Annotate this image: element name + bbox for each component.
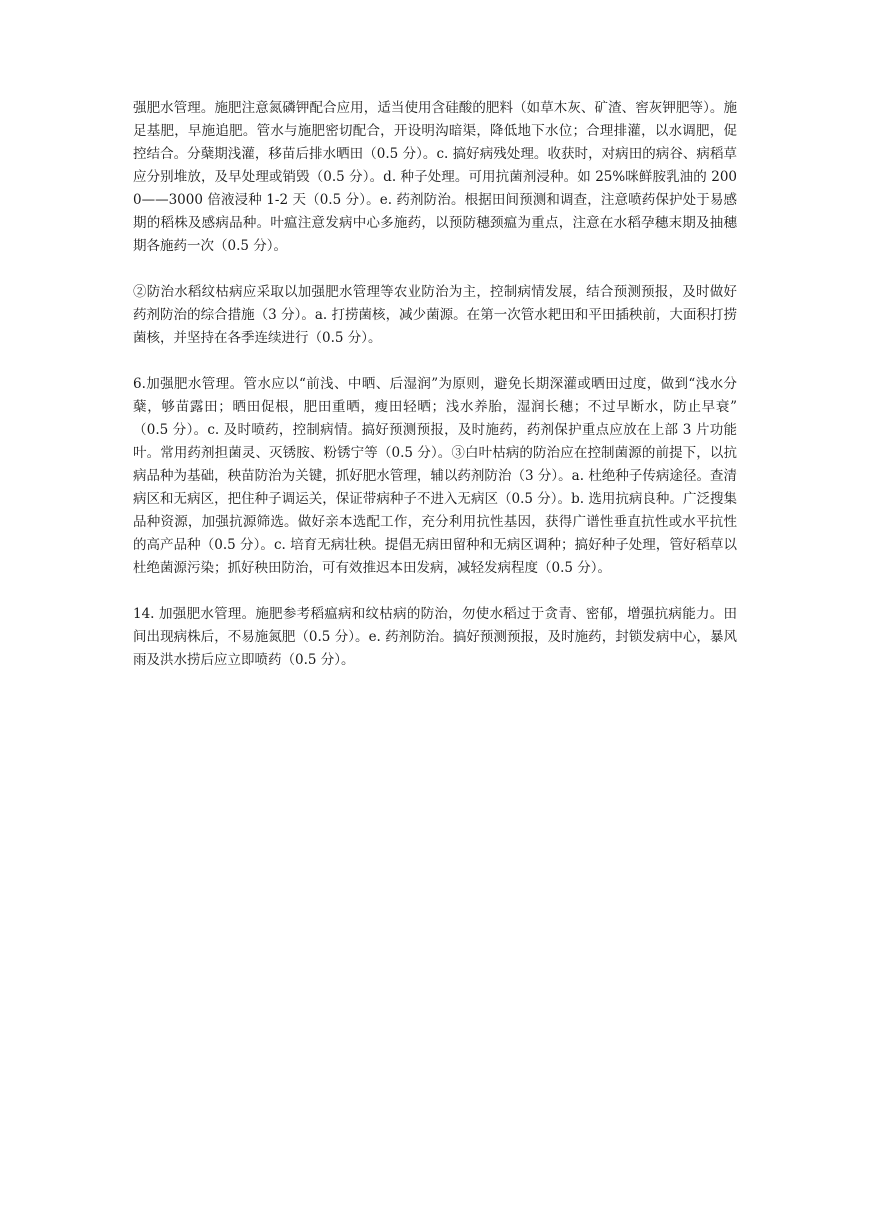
document-body [133,97,737,695]
paragraph-water-management-bacterial-blight: 6.加强肥水管理。管水应以“前浅、中晒、后湿润”为原则，避免长期深灌或晒田过度，做到“浅水分蘖，够苗露田；晒田促根，肥田重晒，瘦田轻晒；浅水养胎，湿润长穗；不过早断水，防止早衰” （0.5 分）。c. 及时喷药，控制病情。搞好预测预报，及时施药，药剂保护重点应放在上部 3 片功能叶。常用药剂担菌灵、灭锈胺、粉锈宁等（0.5 分）。③白叶枯病的防治应在控制菌源的前提下，以抗病品种为基础，秧苗防治为关键，抓好肥水管理，辅以药剂防治（3 分）。a. 杜绝种子传病途径。查清病区和无病区，把住种子调运关，保证带病种子不进入无病区（0.5 分）。b. 选用抗病良种。广泛搜集品种资源，加强抗源筛选。做好亲本选配工作，充分利用抗性基因，获得广谱性垂直抗性或水平抗性的高产品种（0.5 分）。c. 培育无病壮秧。提倡无病田留种和无病区调种；搞好种子处理，管好稻草以杜绝菌源污染；抓好秧田防治，可有效推迟本田发病，减轻发病程度（0.5 分）。 [133,376,737,576]
paragraph-fertilizer-management: 14. 加强肥水管理。施肥参考稻瘟病和纹枯病的防治，勿使水稻过于贪青、密郁，增强抗病能力。田间出现病株后，不易施氮肥（0.5 分）。e. 药剂防治。搞好预测预报，及时施药，封锁发病中心，暴风雨及洪水捞后应立即喷药（0.5 分）。 [133,606,737,668]
paragraph-sheath-blight-control: ②防治水稻纹枯病应采取以加强肥水管理等农业防治为主，控制病情发展，结合预测预报，及时做好药剂防治的综合措施（3 分）。a. 打捞菌核，减少菌源。在第一次管水耙田和平田插秧前，大面积打捞菌核，并坚持在各季连续进行（0.5 分）。 [133,284,737,346]
paragraph-rice-blast-control: 强肥水管理。施肥注意氮磷钾配合应用，适当使用含硅酸的肥料（如草木灰、矿渣、窖灰钾肥等）。施足基肥，早施追肥。管水与施肥密切配合，开设明沟暗渠，降低地下水位；合理排灌，以水调肥，促控结合。分蘖期浅灌，移苗后排水晒田（0.5 分）。c. 搞好病残处理。收获时，对病田的病谷、病稻草应分别堆放，及早处理或销毁（0.5 分）。d. 种子处理。可用抗菌剂浸种。如 25%咪鲜胺乳油的 2000——3000 倍液浸种 1-2 天（0.5 分）。e. 药剂防治。根据田间预测和调查，注意喷药保护处于易感期的稻株及感病品种。叶瘟注意发病中心多施药，以预防穗颈瘟为重点，注意在水稻孕穗末期及抽穗期各施药一次（0.5 分）。 [133,100,737,254]
